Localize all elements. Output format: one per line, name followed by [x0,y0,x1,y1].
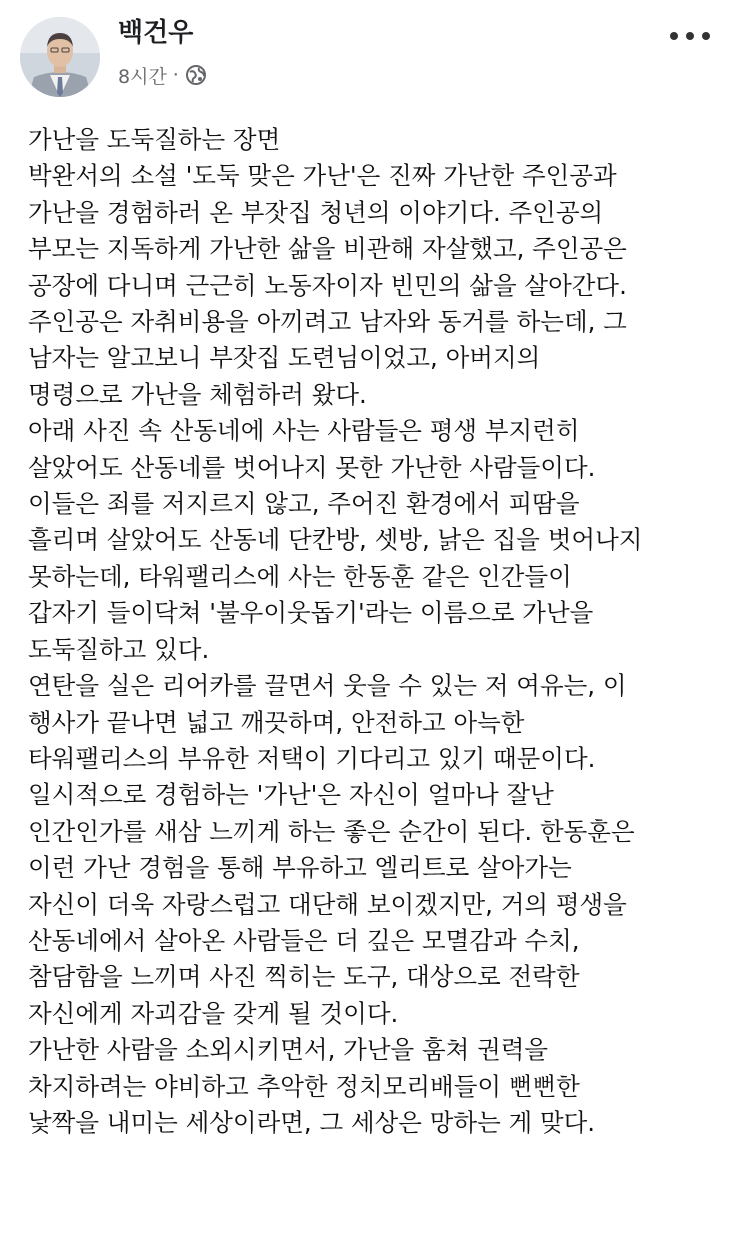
post-text-line: 이런 가난 경험을 통해 부유하고 엘리트로 살아가는 [28,853,572,883]
post-text-line: 참담함을 느끼며 사진 찍히는 도구, 대상으로 전락한 [28,962,580,992]
post-text-line: 갑자기 들이닥쳐 '불우이웃돕기'라는 이름으로 가난을 [28,598,594,628]
globe-icon[interactable] [185,64,207,86]
post-text-line: 차지하려는 야비하고 추악한 정치모리배들이 뻔뻔한 [28,1071,580,1101]
more-options-button[interactable] [670,24,710,48]
post-text-line: 타워팰리스의 부유한 저택이 기다리고 있기 때문이다. [28,743,596,773]
post-text-line: 부모는 지독하게 가난한 삶을 비관해 자살했고, 주인공은 [28,234,627,264]
post-text-line: 도둑질하고 있다. [28,634,210,664]
author-name[interactable]: 백건우 [118,18,194,48]
post-header [0,0,740,110]
post-timestamp[interactable]: 8시간 [118,65,167,88]
more-horizontal-icon [670,32,678,40]
post-text-line: 공장에 다니며 근근히 노동자이자 빈민의 삶을 살아간다. [28,270,627,300]
post-text-line: 살았어도 산동네를 벗어나지 못한 가난한 사람들이다. [28,452,596,482]
post-text-line: 가난을 경험하러 온 부잣집 청년의 이야기다. 주인공의 [28,197,604,227]
post-text-line: 명령으로 가난을 체험하러 왔다. [28,379,367,409]
post-text-line: 낯짝을 내미는 세상이라면, 그 세상은 망하는 게 맞다. [28,1107,596,1137]
post-text-line: 행사가 끝나면 넓고 깨끗하며, 안전하고 아늑한 [28,707,525,737]
meta-separator: · [172,64,179,86]
post-text-line: 남자는 알고보니 부잣집 도련님이었고, 아버지의 [28,343,541,373]
post-text-line: 자신이 더욱 자랑스럽고 대단해 보이겠지만, 거의 평생을 [28,889,627,919]
post-text-line: 아래 사진 속 산동네에 사는 사람들은 평생 부지런히 [28,416,580,446]
post-meta [118,60,207,90]
post-text-line: 박완서의 소설 '도둑 맞은 가난'은 진짜 가난한 주인공과 [28,161,617,191]
post-text-line: 흘리며 살았어도 산동네 단칸방, 셋방, 낡은 집을 벗어나지 [28,525,643,555]
avatar-image [20,17,100,97]
post-text-line: 이들은 죄를 저지르지 않고, 주어진 환경에서 피땀을 [28,489,580,519]
post-text-line: 인간인가를 새삼 느끼게 하는 좋은 순간이 된다. 한동훈은 [28,816,635,846]
post-text [28,122,728,1141]
post-text-line: 주인공은 자취비용을 아끼려고 남자와 동거를 하는데, 그 [28,307,627,337]
post-text-line: 가난한 사람을 소외시키면서, 가난을 훔쳐 권력을 [28,1035,549,1065]
post-text-line: 가난을 도둑질하는 장면 [28,125,281,154]
post-text-line: 못하는데, 타워팰리스에 사는 한동훈 같은 인간들이 [28,561,572,591]
post-text-line: 자신에게 자괴감을 갖게 될 것이다. [28,998,399,1028]
more-horizontal-icon [702,32,710,40]
post-text-line: 연탄을 실은 리어카를 끌면서 웃을 수 있는 저 여유는, 이 [28,671,627,701]
post-text-line: 일시적으로 경험하는 '가난'은 자신이 얼마나 잘난 [28,780,554,810]
avatar[interactable] [20,17,100,97]
more-horizontal-icon [686,32,694,40]
post-text-line: 산동네에서 살아온 사람들은 더 깊은 모멸감과 수치, [28,925,580,955]
